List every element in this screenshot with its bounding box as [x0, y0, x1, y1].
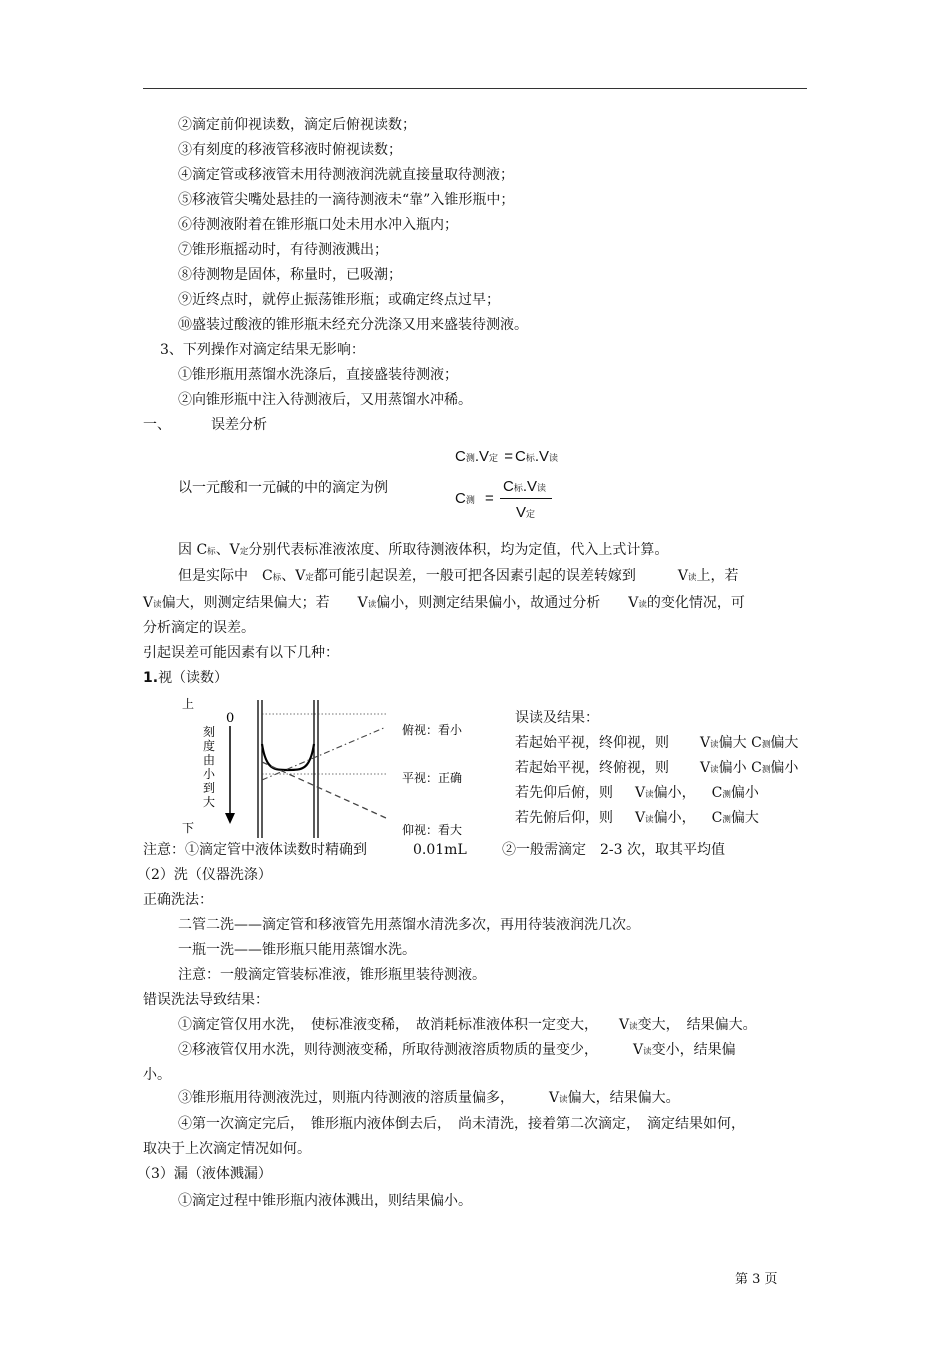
- wash-heading: （2）洗（仪器洗涤）: [137, 867, 272, 883]
- paragraph: 但是实际中 C标、V定都可能引起误差，一般可把各因素引起的误差转嫁到 V读上，若: [178, 568, 739, 584]
- leak-heading: （3）漏（液体溅漏）: [137, 1166, 272, 1182]
- fraction-bar: [500, 498, 552, 499]
- burette-diagram: [170, 692, 480, 840]
- result-row: 若起始平视，终仰视，则 V读偏大 C测偏大: [515, 735, 799, 751]
- formula-numerator: C标.V读: [503, 478, 547, 495]
- top-label: 上: [182, 697, 195, 711]
- results-title: 误读及结果：: [515, 710, 599, 726]
- example-text: 以一元酸和一元碱的中的滴定为例: [178, 480, 388, 496]
- list-item: ⑤移液管尖嘴处悬挂的一滴待测液未“靠”入锥形瓶中；: [178, 192, 515, 208]
- page-number: 第 3 页: [735, 1272, 778, 1287]
- wash-line: 二管二洗——滴定管和移液管先用蒸馏水清洗多次，再用待装液润洗几次。: [178, 917, 640, 933]
- wash-wrong-item: ②移液管仅用水洗，则待测液变稀，所取待测液溶质物质的量变少， V读变小，结果偏: [178, 1042, 736, 1058]
- arrow-head: [225, 813, 235, 824]
- yangshi-label: 仰视：看大: [402, 823, 463, 837]
- wash-wrong-item: 取决于上次滴定情况如何。: [143, 1141, 311, 1157]
- paragraph: 分析滴定的误差。: [143, 620, 255, 636]
- formula-product: C测.V定 = C标.V读: [455, 448, 559, 465]
- sightline-fushi: [262, 727, 386, 780]
- scale-label: 刻 度 由 小 到 大: [203, 725, 216, 809]
- formula-denominator: V定: [516, 504, 536, 521]
- list-item: ⑥待测液附着在锥形瓶口处未用水冲入瓶内；: [178, 217, 458, 233]
- list-item: ⑧待测物是固体，称量时，已吸潮；: [178, 267, 402, 283]
- paragraph: V读偏大，则测定结果偏大；若 V读偏小，则测定结果偏小，故通过分析 V读的变化情况，可: [143, 595, 745, 611]
- wash-line: 一瓶一洗——锥形瓶只能用蒸馏水洗。: [178, 942, 416, 958]
- wash-wrong: 错误洗法导致结果：: [143, 992, 269, 1008]
- header-rule: [143, 88, 807, 89]
- section-number: 一、: [143, 417, 171, 433]
- note-a: 注意：①滴定管中液体读数时精确到: [143, 842, 367, 858]
- list-item: ③有刻度的移液管移液时俯视读数；: [178, 142, 402, 158]
- section3-title: 3、下列操作对滴定结果无影响：: [160, 342, 365, 358]
- pingshi-label: 平视：正确: [402, 771, 463, 785]
- wash-wrong-item: 小。: [143, 1067, 171, 1083]
- bottom-label: 下: [182, 821, 195, 835]
- note-c: ②一般需滴定 2-3 次，取其平均值: [502, 842, 725, 858]
- list-item: ⑩盛装过酸液的锥形瓶未经充分洗涤又用来盛装待测液。: [178, 317, 528, 333]
- note-b: 0.01mL: [413, 842, 467, 858]
- wash-line: 注意：一般滴定管装标准液，锥形瓶里装待测液。: [178, 967, 486, 983]
- paragraph: 引起误差可能因素有以下几种：: [143, 645, 339, 661]
- list-item: ②向锥形瓶中注入待测液后，又用蒸馏水冲稀。: [178, 392, 472, 408]
- wash-wrong-item: ③锥形瓶用待测液洗过，则瓶内待测液的溶质量偏多， V读偏大，结果偏大。: [178, 1090, 680, 1106]
- section-heading: 误差分析: [211, 417, 267, 433]
- formula-lhs: C测 =: [455, 490, 494, 507]
- paragraph: 因 C标、V定分别代表标准液浓度、所取待测液体积，均为定值，代入上式计算。: [178, 542, 669, 558]
- result-row: 若先俯后仰，则 V读偏小， C测偏大: [515, 810, 759, 826]
- view-heading: 1.视（读数）: [143, 670, 229, 686]
- list-item: ⑨近终点时，就停止振荡锥形瓶；或确定终点过早；: [178, 292, 500, 308]
- list-item: ④滴定管或移液管未用待测液润洗就直接量取待测液；: [178, 167, 514, 183]
- list-item: ②滴定前仰视读数，滴定后俯视读数；: [178, 117, 416, 133]
- wash-wrong-item: ①滴定管仅用水洗， 使标准液变稀， 故消耗标准液体积一定变大， V读变大， 结果偏大。: [178, 1017, 757, 1033]
- sightline-yangshi: [262, 762, 386, 818]
- result-row: 若先仰后俯，则 V读偏小， C测偏小: [515, 785, 759, 801]
- leak-line: ①滴定过程中锥形瓶内液体溅出，则结果偏小。: [178, 1193, 472, 1209]
- meniscus: [262, 744, 314, 770]
- result-row: 若起始平视，终俯视，则 V读偏小 C测偏小: [515, 760, 799, 776]
- wash-wrong-item: ④第一次滴定完后， 锥形瓶内液体倒去后， 尚未清洗，接着第二次滴定， 滴定结果如何，: [178, 1116, 745, 1132]
- list-item: ⑦锥形瓶摇动时，有待测液溅出；: [178, 242, 388, 258]
- list-item: ①锥形瓶用蒸馏水洗涤后，直接盛装待测液；: [178, 367, 458, 383]
- fushi-label: 俯视：看小: [402, 723, 463, 737]
- zero-label: 0: [226, 711, 235, 726]
- wash-correct: 正确洗法：: [143, 892, 213, 908]
